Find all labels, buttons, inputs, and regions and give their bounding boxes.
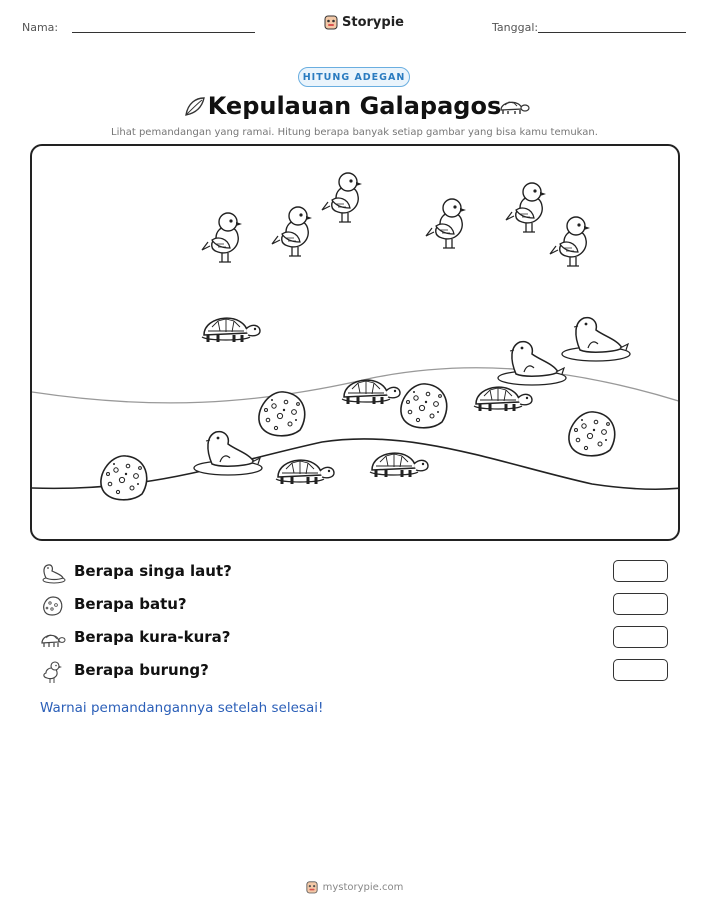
question-rock xyxy=(40,593,670,619)
sea-lion-2 xyxy=(562,318,630,361)
bird-4 xyxy=(426,199,466,248)
bird-3 xyxy=(322,173,362,222)
bird-2 xyxy=(272,207,312,256)
rock-3 xyxy=(569,412,615,456)
sea-lion-icon xyxy=(40,560,66,586)
sea-lion-1 xyxy=(498,342,566,385)
bird-5 xyxy=(506,183,546,232)
name-line[interactable] xyxy=(72,32,255,33)
question-sea-lion xyxy=(40,560,670,586)
storypie-mascot-icon xyxy=(324,14,338,30)
brand-name: Storypie xyxy=(342,14,404,30)
answer-box-bird[interactable] xyxy=(613,659,668,681)
question-bird xyxy=(40,659,670,685)
question-text: Berapa burung? xyxy=(74,661,209,679)
footer-url[interactable]: mystorypie.com xyxy=(322,881,404,893)
answer-box-sea-lion[interactable] xyxy=(613,560,668,582)
name-label: Nama: xyxy=(22,21,59,34)
date-label: Tanggal: xyxy=(492,21,539,34)
tortoise-title-icon xyxy=(496,95,530,117)
tortoise-1 xyxy=(202,318,260,342)
tortoise-5 xyxy=(370,453,428,477)
rock-4 xyxy=(101,456,147,500)
tortoise-2 xyxy=(342,380,400,404)
tortoise-4 xyxy=(276,460,334,484)
rock-2 xyxy=(401,384,447,428)
page-title: Kepulauan Galapagos xyxy=(207,92,502,120)
activity-badge: HITUNG ADEGAN xyxy=(298,67,410,87)
question-tortoise xyxy=(40,626,670,652)
tortoise-3 xyxy=(474,387,532,411)
bird-6 xyxy=(550,217,590,266)
bird-1 xyxy=(202,213,242,262)
storypie-logo xyxy=(324,14,404,30)
bird-icon xyxy=(40,659,66,685)
storypie-mascot-icon xyxy=(306,880,318,894)
instructions: Lihat pemandangan yang ramai. Hitung berapa banyak setiap gambar yang bisa kamu temukan. xyxy=(111,127,598,138)
coloring-note: Warnai pemandangannya setelah selesai! xyxy=(40,700,324,716)
tortoise-icon xyxy=(40,626,66,652)
answer-box-tortoise[interactable] xyxy=(613,626,668,648)
sea-lion-3 xyxy=(194,432,262,475)
date-line[interactable] xyxy=(538,32,686,33)
rock-icon xyxy=(40,593,66,619)
question-text: Berapa singa laut? xyxy=(74,562,232,580)
rock-1 xyxy=(259,392,305,436)
counting-scene xyxy=(30,144,680,541)
question-text: Berapa kura-kura? xyxy=(74,628,231,646)
footer xyxy=(0,880,709,894)
question-text: Berapa batu? xyxy=(74,595,187,613)
answer-box-rock[interactable] xyxy=(613,593,668,615)
